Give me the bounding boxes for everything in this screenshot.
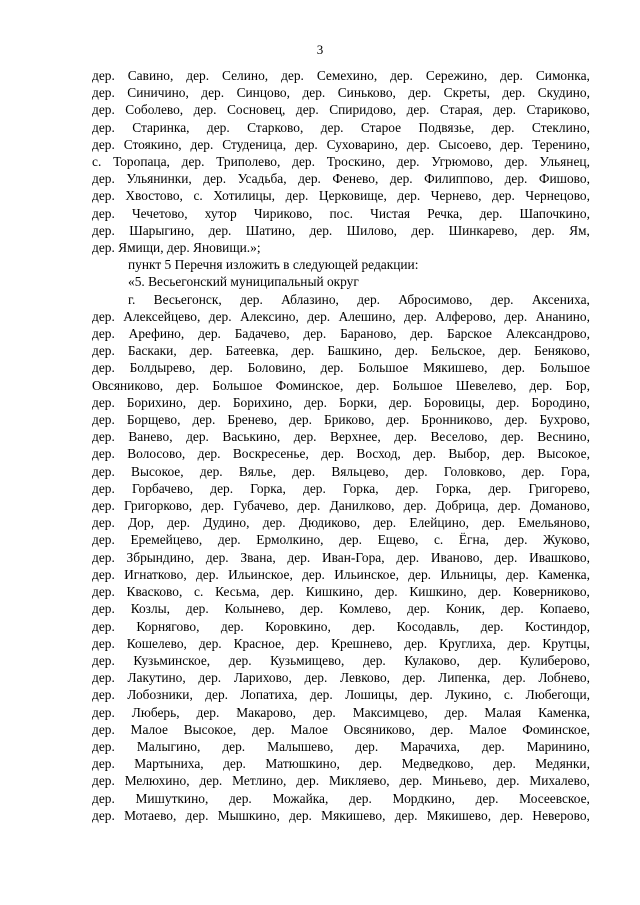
text-line: дер. Козлы, дер. Колынево, дер. Комлево, дер. Коник, дер. Копаево,: [92, 601, 590, 617]
text-line: дер. Ямищи, дер. Яновищи.»;: [92, 240, 261, 256]
text-line: дер. Горбачево, дер. Горка, дер. Горка, дер. Горка, дер. Григорево,: [92, 480, 590, 496]
text-line: дер. Синичино, дер. Синцово, дер. Синьково, дер. Скреты, дер. Скудино,: [92, 85, 590, 101]
text-line: дер. Стоякино, дер. Студеница, дер. Суховарино, дер. Сысоево, дер. Теренино,: [92, 136, 590, 152]
text-line: дер. Мартыниха, дер. Матюшкино, дер. Медведково, дер. Медянки,: [92, 756, 590, 772]
text-line: дер. Корнягово, дер. Коровкино, дер. Косодавль, дер. Костиндор,: [92, 618, 590, 634]
text-line: дер. Соболево, дер. Сосновец, дер. Спиридово, дер. Старая, дер. Стариково,: [92, 102, 590, 118]
text-line: г. Весьегонск, дер. Аблазино, дер. Абросимово, дер. Аксениха,: [128, 291, 590, 307]
text-line: пункт 5 Перечня изложить в следующей редакции:: [128, 257, 419, 273]
text-line: дер. Хвостово, с. Хотилицы, дер. Церковище, дер. Чернево, дер. Чернецово,: [92, 188, 590, 204]
text-line: дер. Болдырево, дер. Боловино, дер. Большое Мякишево, дер. Большое: [92, 360, 590, 376]
text-line: дер. Малое Высокое, дер. Малое Овсяниково, дер. Малое Фоминское,: [92, 721, 590, 737]
text-line: дер. Квасково, с. Кесьма, дер. Кишкино, дер. Кишкино, дер. Коверниково,: [92, 584, 590, 600]
text-line: дер. Старинка, дер. Старково, дер. Старое Подвязье, дер. Стеклино,: [92, 119, 590, 135]
text-line: дер. Алексейцево, дер. Алексино, дер. Алешино, дер. Алферово, дер. Ананино,: [92, 308, 590, 324]
text-line: дер. Чечетово, хутор Чириково, пос. Чистая Речка, дер. Шапочкино,: [92, 205, 590, 221]
page-number: 3: [316, 42, 324, 57]
text-line: дер. Люберь, дер. Макарово, дер. Максимцево, дер. Малая Каменка,: [92, 704, 590, 720]
text-line: дер. Кошелево, дер. Красное, дер. Крешнево, дер. Круглиха, дер. Крутцы,: [92, 635, 590, 651]
text-line: дер. Кузьминское, дер. Кузьмищево, дер. Кулаково, дер. Кулиберово,: [92, 652, 590, 668]
text-line: дер. Григорково, дер. Губачево, дер. Данилково, дер. Добрица, дер. Доманово,: [92, 498, 590, 514]
text-line: дер. Мотаево, дер. Мышкино, дер. Мякишево, дер. Мякишево, дер. Неверово,: [92, 807, 590, 823]
text-line: дер. Малыгино, дер. Малышево, дер. Марачиха, дер. Маринино,: [92, 738, 590, 754]
text-line: дер. Волосово, дер. Воскресенье, дер. Восход, дер. Выбор, дер. Высокое,: [92, 446, 590, 462]
text-line: дер. Лакутино, дер. Ларихово, дер. Левково, дер. Липенка, дер. Лобнево,: [92, 670, 590, 686]
text-line: дер. Ванево, дер. Васькино, дер. Верхнее, дер. Веселово, дер. Веснино,: [92, 429, 590, 445]
document-body: [92, 67, 590, 824]
text-line: дер. Мелюхино, дер. Метлино, дер. Микляево, дер. Миньево, дер. Михалево,: [92, 773, 590, 789]
text-line: дер. Баскаки, дер. Батеевка, дер. Башкино, дер. Бельское, дер. Беняково,: [92, 343, 590, 359]
text-line: дер. Лобозники, дер. Лопатиха, дер. Лошицы, дер. Лукино, с. Любегощи,: [92, 687, 590, 703]
text-line: дер. Игнатково, дер. Ильинское, дер. Ильинское, дер. Ильницы, дер. Каменка,: [92, 566, 590, 582]
text-line: дер. Мишуткино, дер. Можайка, дер. Мордкино, дер. Мосеевское,: [92, 790, 590, 806]
text-line: дер. Ульянинки, дер. Усадьба, дер. Фенево, дер. Филиппово, дер. Фишово,: [92, 171, 590, 187]
text-line: «5. Весьегонский муниципальный округ: [128, 274, 359, 290]
text-line: дер. Збрындино, дер. Звана, дер. Иван-Гора, дер. Иваново, дер. Ивашково,: [92, 549, 590, 565]
text-line: дер. Арефино, дер. Бадачево, дер. Бараново, дер. Барское Александрово,: [92, 326, 590, 342]
text-line: дер. Савино, дер. Селино, дер. Семехино, дер. Сережино, дер. Симонка,: [92, 68, 590, 83]
text-line: дер. Дор, дер. Дудино, дер. Дюдиково, дер. Елейцино, дер. Емельяново,: [92, 515, 590, 531]
text-line: Овсяниково, дер. Большое Фоминское, дер. Большое Шевелево, дер. Бор,: [92, 377, 590, 393]
text-line: дер. Высокое, дер. Вялье, дер. Вяльцево, дер. Головково, дер. Гора,: [92, 463, 590, 479]
text-line: дер. Еремейцево, дер. Ермолкино, дер. Ещево, с. Ёгна, дер. Жуково,: [92, 532, 590, 548]
text-line: с. Торопаца, дер. Триполево, дер. Троскино, дер. Угрюмово, дер. Ульянец,: [92, 154, 590, 170]
text-line: дер. Шарыгино, дер. Шатино, дер. Шилово, дер. Шинкарево, дер. Ям,: [92, 222, 590, 238]
text-line: дер. Борщево, дер. Бренево, дер. Бриково, дер. Бронниково, дер. Бухрово,: [92, 412, 590, 428]
text-line: дер. Борихино, дер. Борихино, дер. Борки, дер. Боровицы, дер. Бородино,: [92, 394, 590, 410]
